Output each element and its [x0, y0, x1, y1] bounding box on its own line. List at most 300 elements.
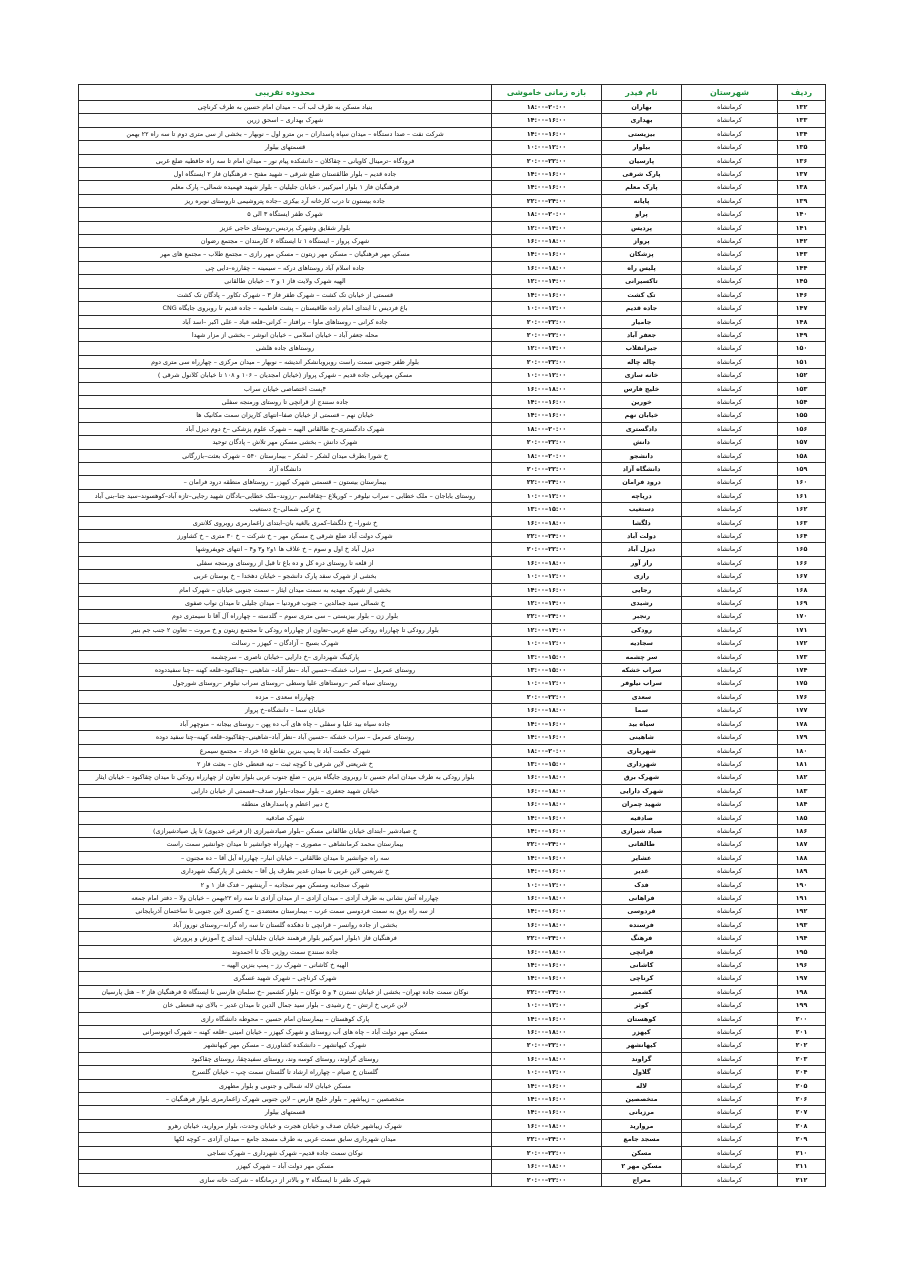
row-number-cell: ۱۶۴ — [778, 530, 826, 543]
city-cell: کرمانشاه — [682, 811, 778, 824]
feeder-cell: خلیج فارس — [602, 382, 682, 395]
feeder-cell: کیهانشهر — [602, 1039, 682, 1052]
city-cell: کرمانشاه — [682, 824, 778, 837]
feeder-cell: بهداری — [602, 114, 682, 127]
city-cell: کرمانشاه — [682, 610, 778, 623]
row-number-cell: ۱۸۰ — [778, 744, 826, 757]
outage-time-cell: ۲۰:۰۰–۲۲:۰۰ — [492, 462, 602, 475]
outage-time-cell: ۱۰:۰۰–۱۲:۰۰ — [492, 302, 602, 315]
outage-time-cell: ۱۶:۰۰–۱۸:۰۰ — [492, 1052, 602, 1065]
outage-time-cell: ۱۴:۰۰–۱۶:۰۰ — [492, 168, 602, 181]
feeder-cell: دیزل آباد — [602, 543, 682, 556]
feeder-cell: شهرداری — [602, 757, 682, 770]
row-number-cell: ۱۹۴ — [778, 932, 826, 945]
outage-time-cell: ۱۶:۰۰–۱۸:۰۰ — [492, 704, 602, 717]
row-number-cell: ۱۸۲ — [778, 771, 826, 784]
table-row — [79, 462, 826, 475]
outage-time-cell: ۲۰:۰۰–۲۲:۰۰ — [492, 154, 602, 167]
table-body — [79, 101, 826, 1187]
table-row — [79, 168, 826, 181]
table-row — [79, 771, 826, 784]
area-cell: خ صیادشیر –ابتدای خیابان طالقانی مسکن –بلوار صیادشیرازی (از فرعی خدیوی) تا پل صیادشیرازی) — [79, 824, 492, 837]
row-number-cell: ۱۶۸ — [778, 583, 826, 596]
outage-time-cell: ۱۲:۰۰–۱۴:۰۰ — [492, 623, 602, 636]
city-cell: کرمانشاه — [682, 1160, 778, 1173]
table-row — [79, 838, 826, 851]
city-cell: کرمانشاه — [682, 1012, 778, 1025]
row-number-cell: ۱۶۵ — [778, 543, 826, 556]
row-number-cell: ۱۶۳ — [778, 516, 826, 529]
feeder-cell: دریاچه — [602, 489, 682, 502]
outage-time-cell: ۱۰:۰۰–۱۲:۰۰ — [492, 570, 602, 583]
row-number-cell: ۲۱۱ — [778, 1160, 826, 1173]
row-number-cell: ۲۱۰ — [778, 1146, 826, 1159]
feeder-cell: گراوند — [602, 1052, 682, 1065]
feeder-cell: دانش — [602, 436, 682, 449]
city-cell: کرمانشاه — [682, 315, 778, 328]
outage-time-cell: ۱۲:۰۰–۱۴:۰۰ — [492, 597, 602, 610]
table-row — [79, 328, 826, 341]
table-row — [79, 717, 826, 730]
city-cell: کرمانشاه — [682, 168, 778, 181]
row-number-cell: ۱۹۳ — [778, 918, 826, 931]
feeder-cell: خورین — [602, 395, 682, 408]
row-number-cell: ۱۸۷ — [778, 838, 826, 851]
table-row — [79, 731, 826, 744]
feeder-cell: دولت آباد — [602, 530, 682, 543]
area-cell: از قلعه تا روستای دره کل و ده باغ تا قبل از روستای ورمنجه سفلی — [79, 556, 492, 569]
city-cell: کرمانشاه — [682, 891, 778, 904]
feeder-cell: سراب خشکه — [602, 664, 682, 677]
feeder-cell: بیلوار — [602, 141, 682, 154]
table-row — [79, 449, 826, 462]
row-number-cell: ۱۳۶ — [778, 154, 826, 167]
area-cell: بیمارستان محمد کرمانشاهی – مصوری – چهارراه جوانشیر تا میدان جوانشیر سمت راست — [79, 838, 492, 851]
row-number-cell: ۱۳۹ — [778, 194, 826, 207]
city-cell: کرمانشاه — [682, 181, 778, 194]
table-row — [79, 1173, 826, 1186]
area-cell: روستای عمرمل – سراب خشکه –حسین آباد –نظر آباد–شاهینی–چقاکبود–قلعه کهنه–چنا سفید دوده — [79, 731, 492, 744]
table-row — [79, 1146, 826, 1159]
feeder-cell: تک کشت — [602, 288, 682, 301]
outage-time-cell: ۱۶:۰۰–۱۸:۰۰ — [492, 261, 602, 274]
outage-time-cell: ۱۴:۰۰–۱۶:۰۰ — [492, 959, 602, 972]
outage-time-cell: ۱۶:۰۰–۱۸:۰۰ — [492, 516, 602, 529]
city-cell: کرمانشاه — [682, 972, 778, 985]
area-cell: خ شورا– خ دلگشا–کمری بالغیه بان–ابتدای زاغمارمری روبروی کلانتری — [79, 516, 492, 529]
outage-time-cell: ۲۲:۰۰–۲۴:۰۰ — [492, 932, 602, 945]
city-cell: کرمانشاه — [682, 798, 778, 811]
table-row — [79, 650, 826, 663]
outage-schedule-table — [78, 84, 826, 1187]
row-number-cell: ۱۹۸ — [778, 985, 826, 998]
row-number-cell: ۱۵۵ — [778, 409, 826, 422]
row-number-cell: ۱۹۵ — [778, 945, 826, 958]
city-cell: کرمانشاه — [682, 731, 778, 744]
table-row — [79, 395, 826, 408]
area-cell: مسکن مهر دولت آباد – شهرک کیهزر — [79, 1160, 492, 1173]
city-cell: کرمانشاه — [682, 985, 778, 998]
table-row — [79, 436, 826, 449]
table-row — [79, 516, 826, 529]
city-cell: کرمانشاه — [682, 449, 778, 462]
row-number-cell: ۱۴۲ — [778, 235, 826, 248]
outage-time-cell: ۱۴:۰۰–۱۶:۰۰ — [492, 1012, 602, 1025]
table-row — [79, 181, 826, 194]
outage-time-cell: ۲۲:۰۰–۲۴:۰۰ — [492, 838, 602, 851]
area-cell: بخشی از شهرک سفد پارک دانشجو – خیابان دهخدا – خ بوستان غربی — [79, 570, 492, 583]
outage-time-cell: ۱۶:۰۰–۱۸:۰۰ — [492, 918, 602, 931]
area-cell: بیمارستان بیستون – قسمتی شهرک کیهزر – روستاهای منطقه درود فرامان – — [79, 476, 492, 489]
table-row — [79, 476, 826, 489]
table-row — [79, 744, 826, 757]
header-row — [79, 85, 826, 101]
outage-time-cell: ۱۰:۰۰–۱۲:۰۰ — [492, 878, 602, 891]
feeder-cell: پارسیان — [602, 154, 682, 167]
row-number-cell: ۱۷۷ — [778, 704, 826, 717]
feeder-cell: کشمیر — [602, 985, 682, 998]
city-cell: کرمانشاه — [682, 905, 778, 918]
city-cell: کرمانشاه — [682, 235, 778, 248]
city-cell: کرمانشاه — [682, 677, 778, 690]
outage-time-cell: ۱۴:۰۰–۱۶:۰۰ — [492, 731, 602, 744]
outage-time-cell: ۱۶:۰۰–۱۸:۰۰ — [492, 945, 602, 958]
area-cell: چهارراه آتش نشانی به طرف آزادی – میدان آزادی – از میدان آزادی تا سه راه ۲۲بهمن – خیابان ولا – دفتر امام جمعه — [79, 891, 492, 904]
feeder-cell: پرواز — [602, 235, 682, 248]
city-cell: کرمانشاه — [682, 369, 778, 382]
city-cell: کرمانشاه — [682, 462, 778, 475]
outage-time-cell: ۲۲:۰۰–۲۴:۰۰ — [492, 610, 602, 623]
table-row — [79, 221, 826, 234]
header-feeder: نام فیدر — [602, 85, 682, 101]
table-row — [79, 1106, 826, 1119]
feeder-cell: کوهستان — [602, 1012, 682, 1025]
outage-time-cell: ۱۴:۰۰–۱۶:۰۰ — [492, 1106, 602, 1119]
row-number-cell: ۱۵۴ — [778, 395, 826, 408]
outage-time-cell: ۱۴:۰۰–۱۶:۰۰ — [492, 248, 602, 261]
area-cell: خ شریعتی لاین شرقی تا کوچه ثبت – تیه قنعطی خان – بعثت فاز ۲ — [79, 757, 492, 770]
feeder-cell: رنجبر — [602, 610, 682, 623]
table-row — [79, 489, 826, 502]
outage-time-cell: ۱۴:۰۰–۱۶:۰۰ — [492, 114, 602, 127]
area-cell: شهرک سجادیه ومسکن مهر سجادیه – آرینشهر – فدک فاز ۱ و ۲ — [79, 878, 492, 891]
feeder-cell: فرسنده — [602, 918, 682, 931]
city-cell: کرمانشاه — [682, 275, 778, 288]
row-number-cell: ۱۹۰ — [778, 878, 826, 891]
outage-time-cell: ۱۲:۰۰–۱۴:۰۰ — [492, 275, 602, 288]
table-row — [79, 811, 826, 824]
outage-time-cell: ۱۴:۰۰–۱۶:۰۰ — [492, 395, 602, 408]
area-cell: شهرک بهداری – اسحق زرین — [79, 114, 492, 127]
table-row — [79, 637, 826, 650]
city-cell: کرمانشاه — [682, 784, 778, 797]
row-number-cell: ۱۴۳ — [778, 248, 826, 261]
outage-time-cell: ۲۲:۰۰–۲۴:۰۰ — [492, 1133, 602, 1146]
outage-time-cell: ۲۰:۰۰–۲۲:۰۰ — [492, 436, 602, 449]
area-cell: سه راه جوانشیر تا میدان طالقانی – خیابان انبار– چهارراه آیل آقا – ده مجنون – — [79, 851, 492, 864]
feeder-cell: جاده قدیم — [602, 302, 682, 315]
outage-time-cell: ۲۰:۰۰–۲۲:۰۰ — [492, 1039, 602, 1052]
area-cell: شهرک ظفر ایستگاه ۳ الی ۵ — [79, 208, 492, 221]
outage-time-cell: ۱۳:۰۰–۱۵:۰۰ — [492, 650, 602, 663]
city-cell: کرمانشاه — [682, 503, 778, 516]
row-number-cell: ۱۶۲ — [778, 503, 826, 516]
table-row — [79, 891, 826, 904]
city-cell: کرمانشاه — [682, 1039, 778, 1052]
outage-time-cell: ۱۶:۰۰–۱۸:۰۰ — [492, 1160, 602, 1173]
feeder-cell: پراو — [602, 208, 682, 221]
area-cell: مسکن مهر فرهنگیان – مسکن مهر زیتون – مسکن مهر رازی – مجتمع طلاب – مجتمع های مهر — [79, 248, 492, 261]
area-cell: خیابان نهم – قسمتی از خیابان صفا–انتهای کاریزان سمت مکانیک ها — [79, 409, 492, 422]
city-cell: کرمانشاه — [682, 1026, 778, 1039]
outage-time-cell: ۲۰:۰۰–۲۲:۰۰ — [492, 355, 602, 368]
table-row — [79, 101, 826, 114]
row-number-cell: ۱۵۳ — [778, 382, 826, 395]
table-row — [79, 275, 826, 288]
area-cell: فرودگاه –ترمینال کاویانی – چقاکلان – دانشکده پیام نور – میدان امام تا سه راه حافظیه ضلع غربی — [79, 154, 492, 167]
table-row — [79, 543, 826, 556]
feeder-cell: راز آور — [602, 556, 682, 569]
city-cell: کرمانشاه — [682, 221, 778, 234]
area-cell: جاده کرانی – روستاهای ماوا – برافتار – کرانی–قلعه قباد – علی اکبر –اسد آباد — [79, 315, 492, 328]
area-cell: بخشی از شهرک مهدیه به سمت میدان ایثار – سمت جنوبی خیابان – شهرک امام — [79, 583, 492, 596]
area-cell: شهرک دانش – بخشی مسکن مهر تلاش – پادگان توحید — [79, 436, 492, 449]
area-cell: مسکن خیابان لاله شمالی و جنوبی و بلوار مطهری — [79, 1079, 492, 1092]
table-row — [79, 824, 826, 837]
feeder-cell: جعفر آباد — [602, 328, 682, 341]
table-row — [79, 704, 826, 717]
table-row — [79, 302, 826, 315]
feeder-cell: فراهانی — [602, 891, 682, 904]
area-cell: بلوار رودکی تا چهارراه رودکی ضلع غربی–تعاون از چهارراه رودکی تا مجتمع زیتون و خ مروت – تعاون ۲ جنب جم بنیر — [79, 623, 492, 636]
city-cell: کرمانشاه — [682, 476, 778, 489]
feeder-cell: قرانچی — [602, 945, 682, 958]
city-cell: کرمانشاه — [682, 328, 778, 341]
city-cell: کرمانشاه — [682, 382, 778, 395]
area-cell: گلستان خ صیام – چهارراه ارشاد تا گلستان سمت چپ – خیابان گلسرخ — [79, 1066, 492, 1079]
outage-time-cell: ۲۰:۰۰–۲۲:۰۰ — [492, 1146, 602, 1159]
outage-time-cell: ۱۰:۰۰–۱۲:۰۰ — [492, 141, 602, 154]
outage-time-cell: ۱۶:۰۰–۱۸:۰۰ — [492, 891, 602, 904]
feeder-cell: معراج — [602, 1173, 682, 1186]
row-number-cell: ۱۷۳ — [778, 650, 826, 663]
city-cell: کرمانشاه — [682, 771, 778, 784]
area-cell: دانشگاه آزاد — [79, 462, 492, 475]
area-cell: خ شریعتی لاین غربی تا میدان غدیر بطرف پل آقا – بخشی از پارکینگ شهرداری — [79, 865, 492, 878]
table-row — [79, 208, 826, 221]
feeder-cell: سیاه بید — [602, 717, 682, 730]
area-cell: بخشی از جاده روانسر – قرانچی تا دهکده گلستان تا سه راه گرانه–روستای نوروز آباد — [79, 918, 492, 931]
area-cell: روستای گراوند، روستای کوسه وند، روستای سفیدچقا، روستای چقاکبود — [79, 1052, 492, 1065]
area-cell: شهرک پرواز – ایستگاه ۱ تا ایستگاه ۶ کارمندان – مجتمع رضوان — [79, 235, 492, 248]
city-cell: کرمانشاه — [682, 395, 778, 408]
feeder-cell: مسکن مهر ۲ — [602, 1160, 682, 1173]
area-cell: پارک کوهستان – بیمارستان امام حسین – محوطه دانشگاه رازی — [79, 1012, 492, 1025]
city-cell: کرمانشاه — [682, 261, 778, 274]
outage-time-cell: ۱۴:۰۰–۱۶:۰۰ — [492, 824, 602, 837]
table-row — [79, 1160, 826, 1173]
city-cell: کرمانشاه — [682, 516, 778, 529]
table-row — [79, 114, 826, 127]
area-cell: جاده سیاه بید علیا و سفلی – چاه های آب ده پهن – روستای بیجانه – منوچهر آباد — [79, 717, 492, 730]
row-number-cell: ۱۴۷ — [778, 302, 826, 315]
outage-time-cell: ۲۰:۰۰–۲۲:۰۰ — [492, 690, 602, 703]
row-number-cell: ۱۳۷ — [778, 168, 826, 181]
table-row — [79, 248, 826, 261]
feeder-cell: سما — [602, 704, 682, 717]
row-number-cell: ۱۷۴ — [778, 664, 826, 677]
city-cell: کرمانشاه — [682, 865, 778, 878]
city-cell: کرمانشاه — [682, 1106, 778, 1119]
feeder-cell: دادگستری — [602, 422, 682, 435]
area-cell: بلوار رودکی به طرف میدان امام حسین تا روبروی جایگاه بنزین – ضلع جنوب غربی بلوار تعاون از چهارراه رودکی تا میدان چقاکبود – خیابان ایثار — [79, 771, 492, 784]
table-row — [79, 1052, 826, 1065]
table-row — [79, 530, 826, 543]
row-number-cell: ۱۴۴ — [778, 261, 826, 274]
city-cell: کرمانشاه — [682, 690, 778, 703]
row-number-cell: ۱۴۰ — [778, 208, 826, 221]
table-row — [79, 959, 826, 972]
area-cell: الهیه شهرک ولایت فاز ۱ و ۲ – خیابان طالقانی — [79, 275, 492, 288]
row-number-cell: ۲۰۶ — [778, 1093, 826, 1106]
table-row — [79, 972, 826, 985]
table-row — [79, 570, 826, 583]
row-number-cell: ۲۰۰ — [778, 1012, 826, 1025]
area-cell: شهرک صادقیه — [79, 811, 492, 824]
outage-time-cell: ۱۰:۰۰–۱۲:۰۰ — [492, 637, 602, 650]
feeder-cell: سراب نیلوفر — [602, 677, 682, 690]
row-number-cell: ۱۴۹ — [778, 328, 826, 341]
table-row — [79, 677, 826, 690]
city-cell: کرمانشاه — [682, 489, 778, 502]
feeder-cell: دستغیب — [602, 503, 682, 516]
outage-time-cell: ۱۴:۰۰–۱۶:۰۰ — [492, 181, 602, 194]
feeder-cell: لاله — [602, 1079, 682, 1092]
city-cell: کرمانشاه — [682, 583, 778, 596]
row-number-cell: ۲۰۹ — [778, 1133, 826, 1146]
header-outage-time: بازه زمانی خاموشی — [492, 85, 602, 101]
city-cell: کرمانشاه — [682, 1093, 778, 1106]
outage-time-cell: ۱۴:۰۰–۱۶:۰۰ — [492, 972, 602, 985]
outage-time-cell: ۱۴:۰۰–۱۶:۰۰ — [492, 811, 602, 824]
row-number-cell: ۱۸۳ — [778, 784, 826, 797]
row-number-cell: ۱۸۹ — [778, 865, 826, 878]
outage-time-cell: ۱۶:۰۰–۱۸:۰۰ — [492, 556, 602, 569]
outage-time-cell: ۱۸:۰۰–۲۰:۰۰ — [492, 744, 602, 757]
city-cell: کرمانشاه — [682, 1146, 778, 1159]
row-number-cell: ۲۱۲ — [778, 1173, 826, 1186]
row-number-cell: ۱۷۵ — [778, 677, 826, 690]
feeder-cell: شهربازی — [602, 744, 682, 757]
city-cell: کرمانشاه — [682, 959, 778, 972]
outage-time-cell: ۲۲:۰۰–۲۴:۰۰ — [492, 530, 602, 543]
area-cell: بلوار زن – بلوار بیزیستی – سی متری سوم – گلدسته – چهارراه آل آقا تا سیمتری دوم — [79, 610, 492, 623]
city-cell: کرمانشاه — [682, 194, 778, 207]
row-number-cell: ۲۰۳ — [778, 1052, 826, 1065]
area-cell: الهیه خ کاشانی – شهرک رز – پمپ بنزین الهیه – — [79, 959, 492, 972]
row-number-cell: ۱۷۸ — [778, 717, 826, 730]
row-number-cell: ۱۳۳ — [778, 114, 826, 127]
feeder-cell: متخصصین — [602, 1093, 682, 1106]
city-cell: کرمانشاه — [682, 422, 778, 435]
feeder-cell: پزشکان — [602, 248, 682, 261]
outage-time-cell: ۱۳:۰۰–۱۵:۰۰ — [492, 757, 602, 770]
outage-time-cell: ۱۸:۰۰–۲۰:۰۰ — [492, 422, 602, 435]
row-number-cell: ۲۰۴ — [778, 1066, 826, 1079]
table-row — [79, 1066, 826, 1079]
outage-time-cell: ۱۰:۰۰–۱۲:۰۰ — [492, 999, 602, 1012]
table-row — [79, 1039, 826, 1052]
feeder-cell: شاهینی — [602, 731, 682, 744]
row-number-cell: ۱۶۹ — [778, 597, 826, 610]
area-cell: روستاهای جاده هلشی — [79, 342, 492, 355]
feeder-cell: دانشگاه آزاد — [602, 462, 682, 475]
outage-time-cell: ۲۲:۰۰–۲۴:۰۰ — [492, 194, 602, 207]
feeder-cell: کاشانی — [602, 959, 682, 972]
row-number-cell: ۱۳۲ — [778, 101, 826, 114]
city-cell: کرمانشاه — [682, 1066, 778, 1079]
row-number-cell: ۲۰۱ — [778, 1026, 826, 1039]
area-cell: فرهنگیان فاز ۱بلوار امیرکبیر بلوار فرهمند خیابان جلیلیان– ابتدای خ آموزش و پرورش — [79, 932, 492, 945]
area-cell: فرهنگیان فاز ۱ بلوار امیرکبیر ، خیابان جلیلیان – بلوار شهید فهمیده شمالی– پارک معلم — [79, 181, 492, 194]
table-row — [79, 154, 826, 167]
table-row — [79, 597, 826, 610]
city-cell: کرمانشاه — [682, 154, 778, 167]
row-number-cell: ۱۴۶ — [778, 288, 826, 301]
feeder-cell: سجادیه — [602, 637, 682, 650]
outage-time-cell: ۱۰:۰۰–۱۲:۰۰ — [492, 489, 602, 502]
table-row — [79, 918, 826, 931]
row-number-cell: ۱۶۰ — [778, 476, 826, 489]
table-row — [79, 261, 826, 274]
table-row — [79, 610, 826, 623]
area-cell: بلوار ظفر جنوبی سمت راست روبروبانشکر اندیشه – نوبهار – میدان مرکزی – چهارراه سی متری دوم — [79, 355, 492, 368]
row-number-cell: ۱۷۲ — [778, 637, 826, 650]
row-number-cell: ۱۴۱ — [778, 221, 826, 234]
area-cell: شهرک بسیج – آزادگان – کیهزر – رسالت — [79, 637, 492, 650]
outage-time-cell: ۲۰:۰۰–۲۲:۰۰ — [492, 1173, 602, 1186]
city-cell: کرمانشاه — [682, 101, 778, 114]
row-number-cell: ۱۸۵ — [778, 811, 826, 824]
area-cell: شهرک حکمت آباد تا پمپ بنزین تقاطع ۱۵ خرداد – مجتمع سیمرغ — [79, 744, 492, 757]
city-cell: کرمانشاه — [682, 1052, 778, 1065]
city-cell: کرمانشاه — [682, 999, 778, 1012]
row-number-cell: ۲۰۲ — [778, 1039, 826, 1052]
table-row — [79, 784, 826, 797]
city-cell: کرمانشاه — [682, 141, 778, 154]
city-cell: کرمانشاه — [682, 744, 778, 757]
city-cell: کرمانشاه — [682, 918, 778, 931]
outage-time-cell: ۱۴:۰۰–۱۶:۰۰ — [492, 288, 602, 301]
city-cell: کرمانشاه — [682, 114, 778, 127]
outage-time-cell: ۲۰:۰۰–۲۲:۰۰ — [492, 543, 602, 556]
row-number-cell: ۱۷۱ — [778, 623, 826, 636]
feeder-cell: رشیدی — [602, 597, 682, 610]
city-cell: کرمانشاه — [682, 288, 778, 301]
area-cell: قسمتهای بیلوار — [79, 1106, 492, 1119]
area-cell: روستای باباجان – ملک خطابی – سراب نیلوفر – کوریلاغ –چقاقاسم –رزوند–ملک خطابی–بادگان شهید رجایی–تازه آباد–کوهسوند–سید جنا–بنی آباد — [79, 489, 492, 502]
outage-time-cell: ۲۰:۰۰–۲۲:۰۰ — [492, 328, 602, 341]
area-cell: جاده اسلام آباد روستاهای درکه – سیمینه – چقارزه–دایی چی — [79, 261, 492, 274]
city-cell: کرمانشاه — [682, 1119, 778, 1132]
feeder-cell: سعدی — [602, 690, 682, 703]
city-cell: کرمانشاه — [682, 1079, 778, 1092]
row-number-cell: ۱۹۲ — [778, 905, 826, 918]
area-cell: جاده سنندج از قرانچی تا روستای ورمنجه سفلی — [79, 395, 492, 408]
outage-time-cell: ۱۴:۰۰–۱۶:۰۰ — [492, 409, 602, 422]
area-cell: مسکن مهر دولت آباد – چاه های آب روستای و شهرک کیهزر – خیابان امینی –قلعه کهنه – شهرک اتوبوسرانی — [79, 1026, 492, 1039]
table-row — [79, 1079, 826, 1092]
